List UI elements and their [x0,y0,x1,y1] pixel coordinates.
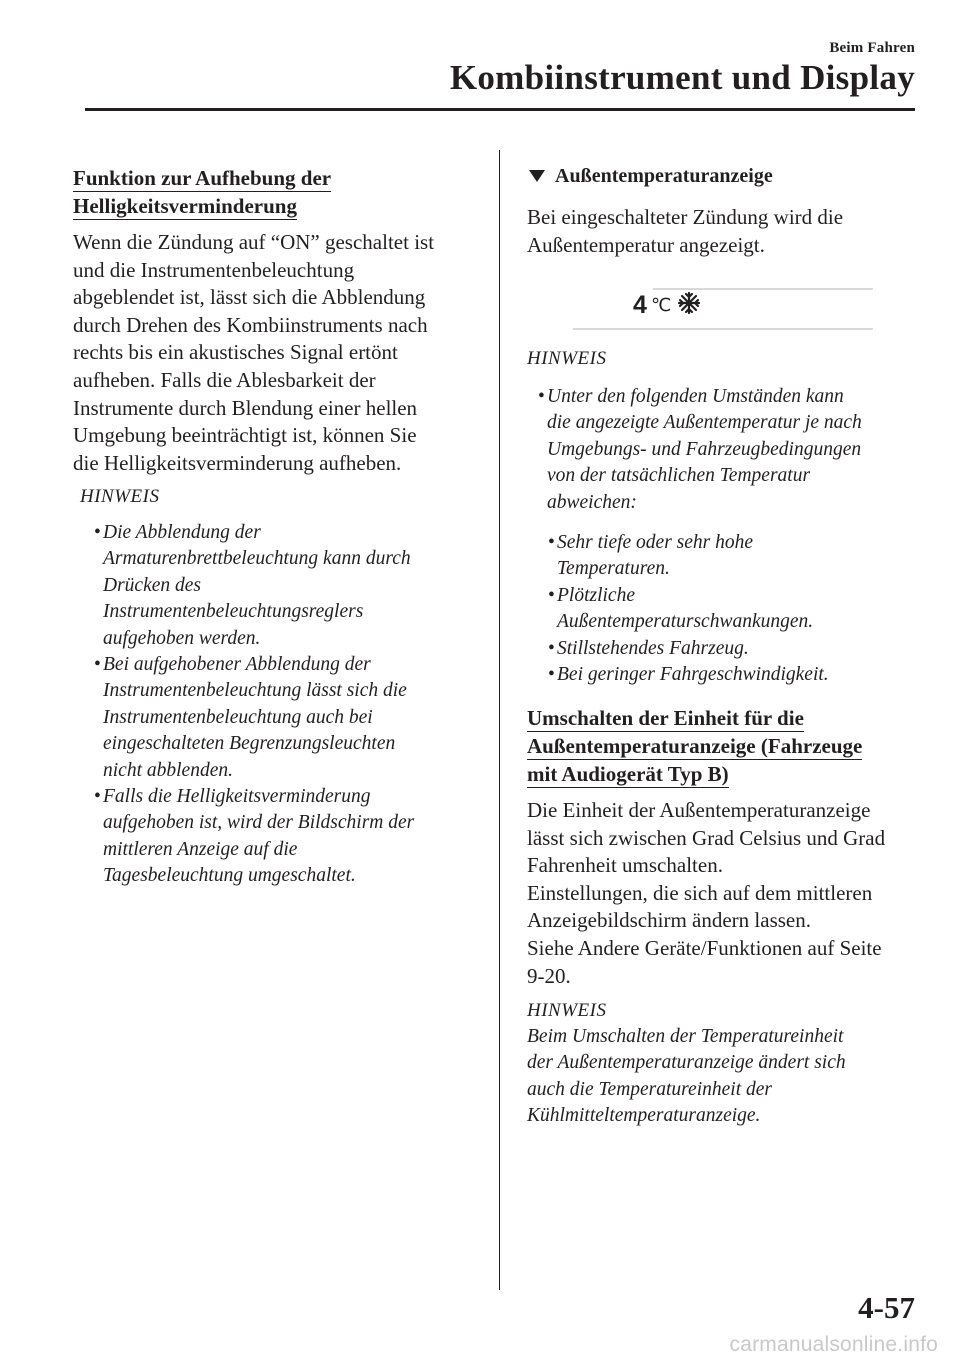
condition-line: Plötzliche [557,584,635,606]
body-line: und die Instrumentenbeleuchtung [73,257,355,282]
body-line: Siehe Andere Geräte/Funktionen auf Seite [527,935,882,960]
condition-item [517,583,937,636]
note-line: der Außentemperaturanzeige ändert sich [527,1052,846,1074]
column-divider [499,150,500,1290]
note-line: eingeschalteten Begrenzungsleuchten [103,733,396,755]
note-list [73,520,493,890]
note-item [517,384,937,516]
body-line: aufheben. Falls die Ablesbarkeit der [73,367,376,392]
unit-switch-heading [527,704,862,788]
outside-temp-intro [527,204,927,259]
note-line: Drücken des [103,574,202,596]
note-line: Falls die Helligkeitsverminderung [103,786,371,808]
condition-list [517,530,937,688]
note-line: Unter den folgenden Umständen kann [547,386,844,407]
body-line: Umgebung beeinträchtigt ist, können Sie [73,423,417,448]
display-bottom-edge [573,328,873,330]
dimmer-cancel-heading-line-1: Funktion zur Aufhebung der [73,166,332,190]
unit-switch-heading-line: mit Audiogerät Typ B) [527,762,729,786]
triangle-down-icon [529,170,545,182]
note-line: Armaturenbrettbeleuchtung kann durch [103,548,411,570]
body-line: Anzeigebildschirm ändern lassen. [527,908,811,933]
body-line: Wenn die Zündung auf “ON” geschaltet ist [73,230,435,254]
unit-switch-heading-line: Umschalten der Einheit für die [527,706,804,730]
note-label: HINWEIS [527,1000,607,1021]
note-item [73,652,493,784]
header-chapter-title: Kombiinstrument und Display [449,58,915,97]
unit-switch-body [527,797,927,990]
display-top-edge [653,288,873,290]
note-item [73,784,493,890]
body-line: Die Einheit der Außentemperaturanzeige [527,798,871,822]
dimmer-cancel-body [73,229,473,477]
outside-temp-display [535,280,875,330]
bullet-icon: • [94,654,101,676]
note-line: aufgehoben werden. [103,627,261,649]
condition-line: Temperaturen. [557,558,670,580]
bullet-icon: • [548,532,555,553]
condition-line: Stillstehendes Fahrzeug. [557,637,749,659]
bullet-icon: • [548,637,555,659]
note-line: Beim Umschalten der Temperatureinheit [527,1026,844,1047]
note-line: die angezeigte Außentemperatur je nach [547,412,862,434]
note-line: Kühlmitteltemperaturanzeige. [527,1105,761,1127]
unit-switch-heading-line: Außentemperaturanzeige (Fahrzeuge [527,734,863,758]
note-line: von der tatsächlichen Temperatur [547,465,811,487]
condition-line: Sehr tiefe oder sehr hohe [557,532,754,553]
body-line: Einstellungen, die sich auf dem mittleren [527,880,873,905]
bullet-icon: • [538,386,545,407]
note-line: abweichen: [547,491,637,513]
note-line: Instrumentenbeleuchtung auch bei [103,706,373,728]
body-line: die Helligkeitsverminderung aufheben. [73,450,402,475]
note-line: Die Abblendung der [103,522,261,543]
note-line: Bei aufgehobener Abblendung der [103,654,371,676]
note-line: Umgebungs- und Fahrzeugbedingungen [547,438,862,460]
header-section-label: Beim Fahren [829,40,915,56]
page-number: 4-57 [858,1290,915,1325]
header-rule [85,108,915,111]
condition-line: Außentemperaturschwankungen. [557,611,814,633]
body-line: Fahrenheit umschalten. [527,853,723,878]
body-line: lässt sich zwischen Grad Celsius und Grad [527,825,886,850]
condition-item [517,636,937,662]
note-line: nicht abblenden. [103,759,233,781]
outside-temp-heading-text: Außentemperaturanzeige [555,165,773,187]
note-label: HINWEIS [80,486,160,507]
dimmer-cancel-heading [73,164,331,220]
temperature-unit-note [527,1024,927,1130]
note-line: Tagesbeleuchtung umgeschaltet. [103,865,356,887]
note-line: mittleren Anzeige auf die [103,838,298,860]
note-line: Instrumentenbeleuchtung lässt sich die [103,680,407,702]
note-list [517,384,937,516]
temperature-value: 4 [633,291,647,319]
body-line: rechts bis ein akustisches Signal ertönt [73,340,398,365]
outside-temp-heading [529,162,773,190]
snowflake-icon [677,291,701,315]
body-line: Instrumente durch Blendung einer hellen [73,395,418,420]
condition-item [517,530,937,583]
note-label: HINWEIS [527,348,607,369]
note-line: Instrumentenbeleuchtungsreglers [103,601,364,623]
body-line: Außentemperatur angezeigt. [527,232,765,257]
note-item [73,520,493,652]
bullet-icon: • [94,522,101,543]
condition-item [517,662,937,688]
note-line: auch die Temperatureinheit der [527,1078,772,1100]
note-line: aufgehoben ist, wird der Bildschirm der [103,812,415,834]
body-line: durch Drehen des Kombiinstruments nach [73,312,428,337]
bullet-icon: • [548,584,555,606]
bullet-icon: • [548,664,555,686]
body-line: abgeblendet ist, lässt sich die Abblendung [73,285,426,310]
dimmer-cancel-heading-line-2: Helligkeitsverminderung [73,194,297,218]
watermark: carmanualsonline.info [729,1333,938,1356]
body-line: 9-20. [527,963,571,988]
condition-line: Bei geringer Fahrgeschwindigkeit. [557,664,829,686]
celsius-unit: ℃ [651,295,672,316]
bullet-icon: • [94,786,101,808]
body-line: Bei eingeschalteter Zündung wird die [527,205,844,229]
